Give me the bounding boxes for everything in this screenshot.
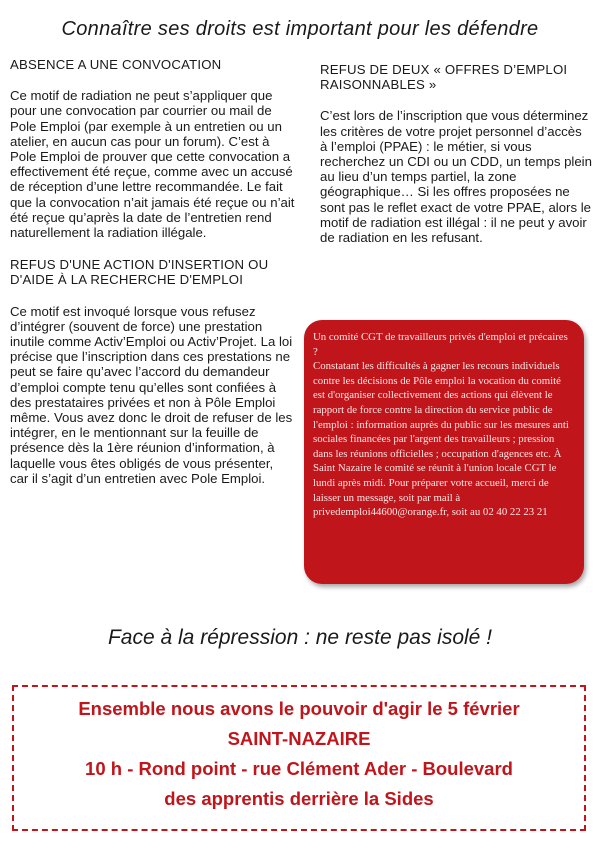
section-text-absence: Ce motif de radiation ne peut s’appliquer que pour une convocation par courrier ou mail de Pole Emploi (par exemple à un entretien ou un atelier, en aucun cas pour un forum). C’est à Pole Emploi de prouver que cette convocation a effectivement été reçue, comme avec un accusé de réception d’une lettre recommandée. Le fait que la convocation n’ait jamais été reçue ou n’ait été reçue qu’après la date de l’entretien rend naturellement la radiation illégale. — [10, 88, 295, 241]
event-box — [12, 685, 586, 831]
slogan: Face à la répression : ne reste pas isolé ! — [107, 626, 493, 649]
left-column — [10, 57, 295, 486]
cgt-question: Un comité CGT de travailleurs privés d'emploi et précaires ? — [313, 331, 568, 358]
section-text-refus-action: Ce motif est invoqué lorsque vous refusez d’intégrer (souvent de force) une prestation inutile comme Activ’Emploi ou Activ’Projet. La loi précise que l’inscription dans ces prestations ne peut se faire qu’avec l’accord du demandeur d’emploi compte tenu qu’elles sont confiées à des prestataires privées et non à Pôle Emploi même. Vous avez donc le droit de refuser de les intégrer, en le mentionnant sur la feuille de présence dès la 1ère réunion d’information, à laquelle vous êtes obligés de vous présenter, car il s’agit d’un entretien avec Pole Emploi. — [10, 303, 293, 486]
section-heading-refus-action: REFUS D'UNE ACTION D'INSERTION OU D'AIDE À LA RECHERCHE D'EMPLOI — [10, 257, 269, 288]
cgt-body: Constatant les difficultés à gagner les recours individuels contre les décisions de Pôle emploi la vocation du comité est d'organiser collectivement des actions qui élèvent le rapport de force contre la direction du service public de l'emploi : information auprès du public sur les mesures anti sociales financées par l'argent des travailleurs ; pression dans les réunions officielles ; occupation d'agences etc. À Saint Nazaire le comité se réunit à l'union locale CGT le lundi après midi. Pour préparer votre accueil, merci de laisser un message, soit par mail à privedemploi44600@orange.fr, soit au 02 40 22 23 21 — [313, 360, 569, 519]
cgt-info-box — [304, 320, 584, 584]
section-heading-absence: ABSENCE A UNE CONVOCATION — [10, 57, 222, 72]
page-title: Connaître ses droits est important pour les défendre — [61, 18, 539, 40]
event-line-3: 10 h - Rond point - rue Clément Ader - Boulevard — [85, 758, 513, 779]
section-text-refus-offres: C’est lors de l’inscription que vous déterminez les critères de votre projet personnel d’accès à l’emploi (PPAE) : le métier, si vous recherchez un CDI ou un CDD, un temps plein au lieu d’un temps partiel, la zone géographique… Si les offres proposées ne sont pas le reflet exact de votre PPAE, alors le motif de radiation est illégal : il ne peut y avoir de radiation en les refusant. — [320, 108, 592, 246]
event-line-1: Ensemble nous avons le pouvoir d'agir le 5 février — [78, 698, 520, 719]
section-heading-refus-offres: REFUS DE DEUX « OFFRES D’EMPLOI RAISONNABLES » — [320, 62, 568, 93]
right-column — [320, 62, 592, 245]
event-line-4: des apprentis derrière la Sides — [164, 788, 434, 809]
event-line-2: SAINT-NAZAIRE — [227, 728, 371, 749]
